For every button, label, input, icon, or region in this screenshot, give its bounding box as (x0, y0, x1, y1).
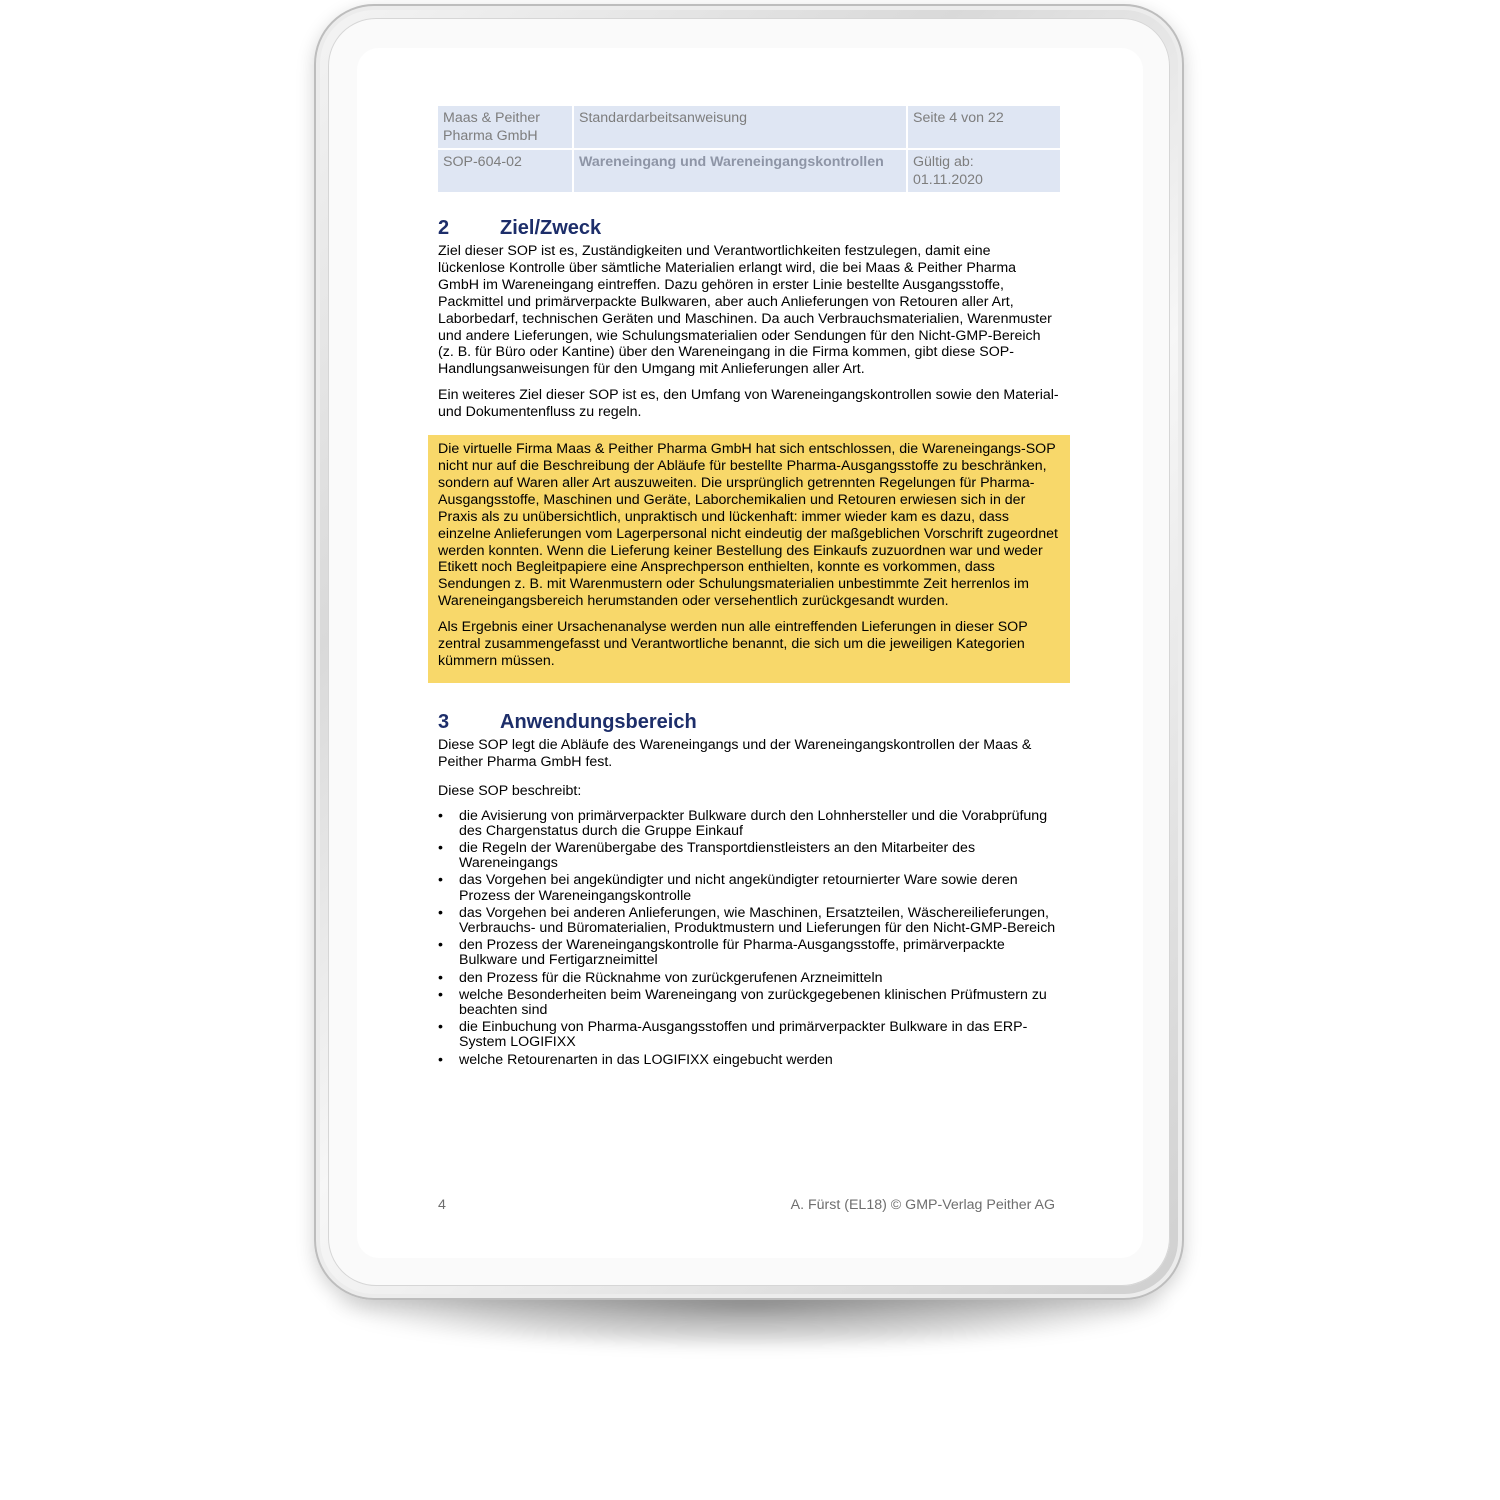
list-item: • die Regeln der Warenübergabe des Transportdienstleisters an den Mitarbeiter des Wareneingangs (438, 841, 1060, 871)
section-2-paragraph: Ein weiteres Ziel dieser SOP ist es, den Umfang von Wareneingangskontrollen sowie den Material- und Dokumentenfluss zu regeln. (438, 387, 1059, 421)
header-row (438, 106, 1060, 148)
list-item: • die Einbuchung von Pharma-Ausgangsstoffen und primärverpackter Bulkware in das ERP-System LOGIFIXX (438, 1020, 1060, 1050)
document-header-table (436, 104, 1062, 194)
list-item: • das Vorgehen bei angekündigter und nicht angekündigter retournierter Ware sowie deren Prozess der Wareneingangskontrolle (438, 873, 1060, 903)
note-paragraph: Als Ergebnis einer Ursachenanalyse werden nun alle eintreffenden Lieferungen in dieser SOP zentral zusammengefasst und Verantwortliche benannt, die sich um die jeweiligen Kategorien kümmern müssen. (438, 619, 1028, 669)
sop-id-cell: SOP-604-02 (438, 150, 572, 192)
section-3-number: 3 (438, 710, 450, 733)
valid-from-date: 01.11.2020 (913, 172, 983, 188)
section-3-title: Anwendungsbereich (500, 710, 697, 733)
scope-bullet-list (438, 809, 1060, 1068)
section-3-paragraph: Diese SOP beschreibt: (438, 782, 582, 799)
list-item: • das Vorgehen bei anderen Anlieferungen, wie Maschinen, Ersatzteilen, Wäschereilieferungen, Verbrauchs- und Büromaterialien, Produktmustern und Lieferungen für den Nicht-GMP-Bereich (438, 906, 1060, 936)
doc-type-cell: Standardarbeitsanweisung (574, 106, 906, 148)
company-cell: Maas & Peither Pharma GmbH (438, 106, 572, 148)
footer-copyright: A. Fürst (EL18) © GMP-Verlag Peither AG (790, 1197, 1055, 1213)
section-3-paragraph: Diese SOP legt die Abläufe des Wareneingangs und der Wareneingangskontrollen der Maas & Peither Pharma GmbH fest. (438, 736, 1032, 770)
note-paragraph: Die virtuelle Firma Maas & Peither Pharma GmbH hat sich entschlossen, die Wareneingangs-SOP nicht nur auf die Beschreibung der Abläufe für bestellte Pharma-Ausgangsstoffe zu beschränken, sondern auf Waren aller Art auszuweiten. Die ursprünglich getrennten Regelungen für Pharma-Ausgangsstoffe, Maschinen und Geräte, Laborchemikalien und Retouren erwiesen sich in der Praxis als zu unübersichtlich, unpraktisch und lückenhaft: immer wieder kam es dazu, dass einzelne Anlieferungen vom Lagerpersonal nicht eindeutig der maßgeblichen Vorschrift zugeordnet werden konnten. Wenn die Lieferung keiner Bestellung des Einkaufs zuzuordnen war und weder Etikett noch Begleitpapiere eine Ansprechperson enthielten, konnte es vorkommen, dass Sendungen z. B. mit Warenmustern oder Schulungsmaterialien unbestimmte Zeit herrenlos im Wareneingangsbereich herumstanden oder versehentlich zurückgesandt wurden. (438, 441, 1058, 610)
document-screen[interactable] (357, 48, 1143, 1258)
section-2-number: 2 (438, 217, 450, 239)
section-2-title: Ziel/Zweck (500, 217, 602, 239)
document-page (438, 104, 1060, 1070)
list-item: • welche Retourenarten in das LOGIFIXX eingebucht werden (438, 1053, 1060, 1068)
valid-from-cell (908, 150, 1060, 192)
list-item: • welche Besonderheiten beim Wareneingang von zurückgegebenen klinischen Prüfmustern zu beachten sind (438, 988, 1060, 1018)
section-2-paragraph: Ziel dieser SOP ist es, Zuständigkeiten und Verantwortlichkeiten festzulegen, damit eine lückenlose Kontrolle über sämtliche Materialien erlangt wird, die bei Maas & Peither Pharma GmbH im Wareneingang eintreffen. Dazu gehören in erster Linie bestellte Ausgangsstoffe, Packmittel und primärverpackte Bulkwaren, aber auch Anlieferungen von Retouren aller Art, Laborbedarf, technischen Geräten und Maschinen. Da auch Verbrauchsmaterialien, Warenmuster und andere Lieferungen, wie Schulungsmaterialien oder Sendungen für den Nicht-GMP-Bereich (z. B. für Büro oder Kantine) über den Wareneingang in die Firma kommen, gibt diese SOP-Handlungsanweisungen für den Umgang mit Anlieferungen aller Art. (438, 243, 1052, 378)
header-row (438, 150, 1060, 192)
list-item: • die Avisierung von primärverpackter Bulkware durch den Lohnhersteller und die Vorabprüfung des Chargenstatus durch die Gruppe Einkauf (438, 809, 1060, 839)
doc-title-cell: Wareneingang und Wareneingangskontrollen (574, 150, 906, 192)
list-item: • den Prozess der Wareneingangskontrolle für Pharma-Ausgangsstoffe, primärverpackte Bulkware und Fertigarzneimittel (438, 938, 1060, 968)
footer-page-number: 4 (438, 1197, 446, 1213)
page-info-cell: Seite 4 von 22 (908, 106, 1060, 148)
highlighted-note-box (428, 435, 1070, 683)
valid-from-label: Gültig ab: (913, 154, 974, 170)
section-3-heading (438, 710, 1060, 734)
section-2-heading (438, 216, 1060, 240)
list-item: • den Prozess für die Rücknahme von zurückgerufenen Arzneimitteln (438, 971, 1060, 986)
